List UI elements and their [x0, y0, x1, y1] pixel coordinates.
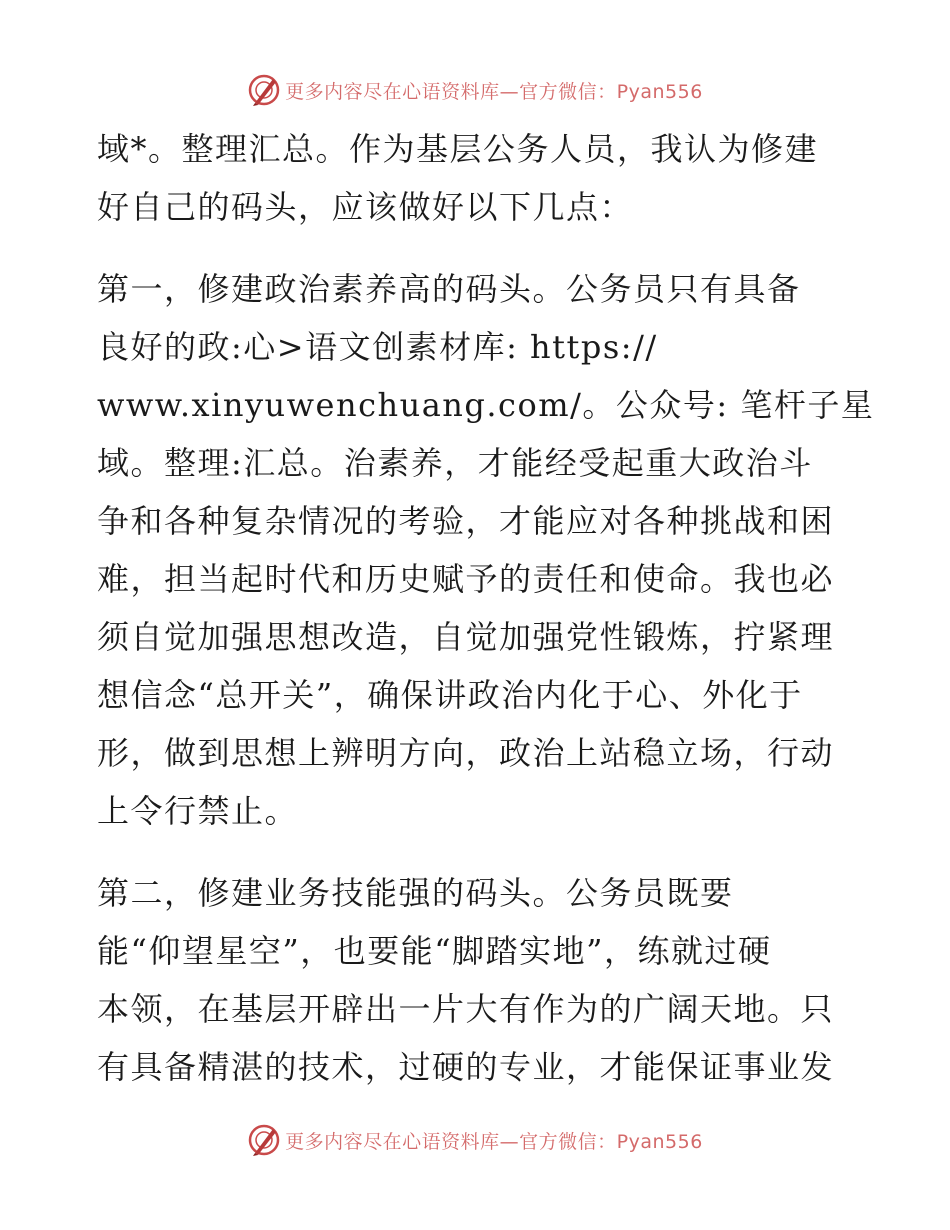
text-line: 形，做到思想上辨明方向，政治上站稳立场，行动 [97, 734, 835, 772]
pen-logo-icon [247, 73, 281, 107]
text-line: 难，担当起时代和历史赋予的责任和使命。我也必 [97, 560, 835, 598]
text-line: 域*。整理汇总。作为基层公务人员，我认为修建 [97, 130, 819, 168]
footer-watermark [0, 1120, 950, 1160]
text-line: 域。整理:汇总。治素养，才能经受起重大政治斗 [97, 444, 813, 482]
text-line: www.xinyuwenchuang.com/。公众号: 笔杆子星 [97, 386, 875, 424]
paragraph-intro [97, 120, 857, 236]
text-line: 良好的政:心>语文创素材库: https:// [97, 328, 658, 366]
text-line: 争和各种复杂情况的考验，才能应对各种挑战和困 [97, 502, 835, 540]
text-line: 本领，在基层开辟出一片大有作为的广阔天地。只 [97, 990, 835, 1028]
text-line: 第二，修建业务技能强的码头。公务员既要 [97, 874, 734, 912]
text-line: 第一，修建政治素养高的码头。公务员只有具备 [97, 270, 801, 308]
text-line: 能“仰望星空”，也要能“脚踏实地”，练就过硬 [97, 932, 772, 970]
watermark-text: 更多内容尽在心语资料库—官方微信：Pyan556 [285, 80, 703, 103]
paragraph-second-point [97, 864, 857, 1096]
watermark-text: 更多内容尽在心语资料库—官方微信：Pyan556 [285, 1130, 703, 1153]
header-watermark [0, 70, 950, 110]
paragraph-gap [97, 840, 857, 864]
text-line: 有具备精湛的技术，过硬的专业，才能保证事业发 [97, 1048, 835, 1086]
text-line: 上令行禁止。 [97, 792, 299, 830]
text-line: 好自己的码头，应该做好以下几点： [97, 188, 634, 226]
text-line: 须自觉加强思想改造，自觉加强党性锻炼，拧紧理 [97, 618, 835, 656]
paragraph-gap [97, 236, 857, 260]
pen-logo-icon [247, 1123, 281, 1157]
paragraph-first-point [97, 260, 875, 840]
document-body [97, 120, 875, 1096]
text-line: 想信念“总开关”，确保讲政治内化于心、外化于 [97, 676, 803, 714]
